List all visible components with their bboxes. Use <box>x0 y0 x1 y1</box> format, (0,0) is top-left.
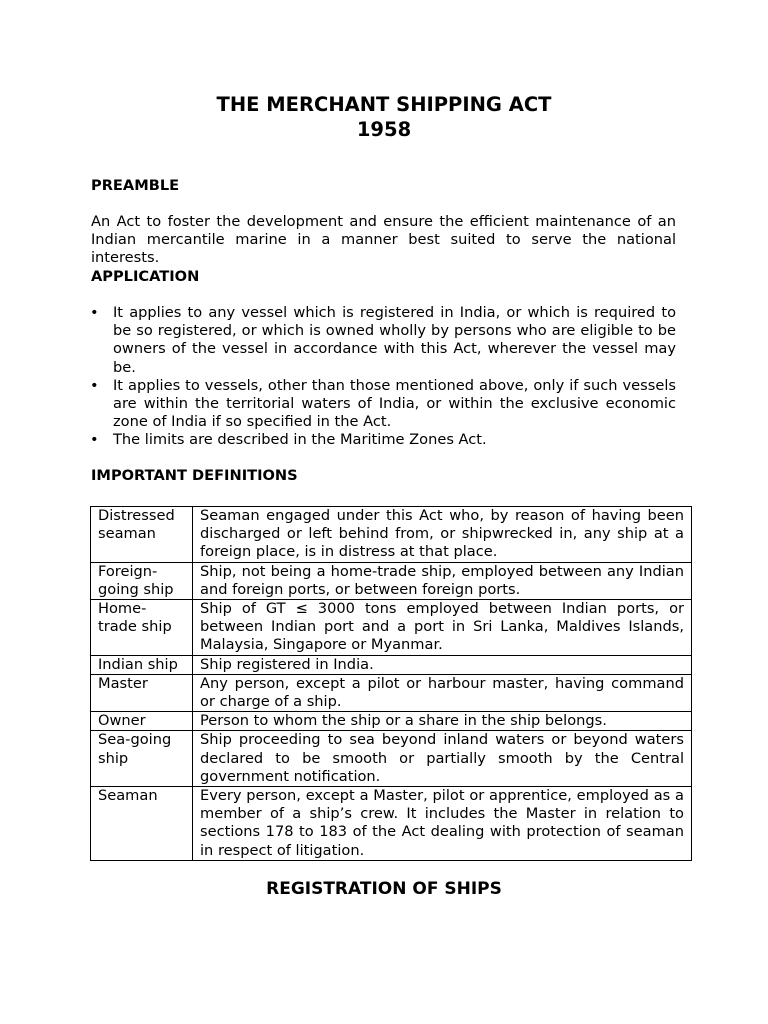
list-item <box>91 377 676 432</box>
table-row <box>91 600 692 656</box>
document-year: 1958 <box>356 118 412 141</box>
definition-term: Master <box>91 674 193 711</box>
application-heading: APPLICATION <box>91 268 200 285</box>
definition-text: Every person, except a Master, pilot or apprentice, employed as a member of a ship’s crew. It includes the Master in relation to sections 178 to 183 of the Act dealing with protection of seaman in respect of litigation. <box>193 787 692 861</box>
definition-term: Sea-going ship <box>91 731 193 787</box>
bullet-icon: • <box>90 304 99 321</box>
definition-term: Seaman <box>91 787 193 861</box>
definition-term: Distressed seaman <box>91 507 193 563</box>
preamble-text: An Act to foster the development and ensure the efficient maintenance of an Indian mercantile marine in a manner best suited to serve the national interests. <box>91 213 676 267</box>
definition-term: Home-trade ship <box>91 600 193 656</box>
table-row <box>91 507 692 563</box>
table-row <box>91 562 692 599</box>
list-item-text: It applies to any vessel which is registered in India, or which is required to be so registered, or which is owned wholly by persons who are eligible to be owners of the vessel in accordance with this Act, wherever the vessel may be. <box>113 304 676 376</box>
list-item <box>91 304 676 377</box>
definition-text: Ship of GT ≤ 3000 tons employed between Indian ports, or between Indian port and a port in Sri Lanka, Maldives Islands, Malaysia, Singapore or Myanmar. <box>193 600 692 656</box>
definition-text: Seaman engaged under this Act who, by reason of having been discharged or left behind from, or shipwrecked in, any ship at a foreign place, is in distress at that place. <box>193 507 692 563</box>
definition-text: Ship, not being a home-trade ship, employed between any Indian and foreign ports, or between foreign ports. <box>193 562 692 599</box>
definition-text: Ship registered in India. <box>193 655 692 674</box>
list-item-text: It applies to vessels, other than those mentioned above, only if such vessels are within the territorial waters of India, or within the exclusive economic zone of India if so specified in the Act. <box>113 376 676 431</box>
application-list <box>91 304 676 450</box>
definition-term: Foreign-going ship <box>91 562 193 599</box>
list-item-text: The limits are described in the Maritime Zones Act. <box>113 431 487 449</box>
definition-text: Person to whom the ship or a share in the ship belongs. <box>193 712 692 731</box>
bullet-icon: • <box>90 376 99 394</box>
table-row <box>91 787 692 861</box>
section-heading: REGISTRATION OF SHIPS <box>266 879 502 899</box>
document-title: THE MERCHANT SHIPPING ACT <box>216 93 552 116</box>
definition-term: Indian ship <box>91 655 193 674</box>
table-row <box>91 731 692 787</box>
definition-term: Owner <box>91 712 193 731</box>
definition-text: Ship proceeding to sea beyond inland waters or beyond waters declared to be smooth or partially smooth by the Central government notification. <box>193 731 692 787</box>
definitions-table <box>90 506 692 861</box>
table-row <box>91 712 692 731</box>
preamble-heading: PREAMBLE <box>91 177 180 194</box>
definition-text: Any person, except a pilot or harbour master, having command or charge of a ship. <box>193 674 692 711</box>
definitions-heading: IMPORTANT DEFINITIONS <box>91 467 298 484</box>
table-row <box>91 655 692 674</box>
list-item <box>91 431 676 449</box>
table-row <box>91 674 692 711</box>
bullet-icon: • <box>90 431 99 449</box>
